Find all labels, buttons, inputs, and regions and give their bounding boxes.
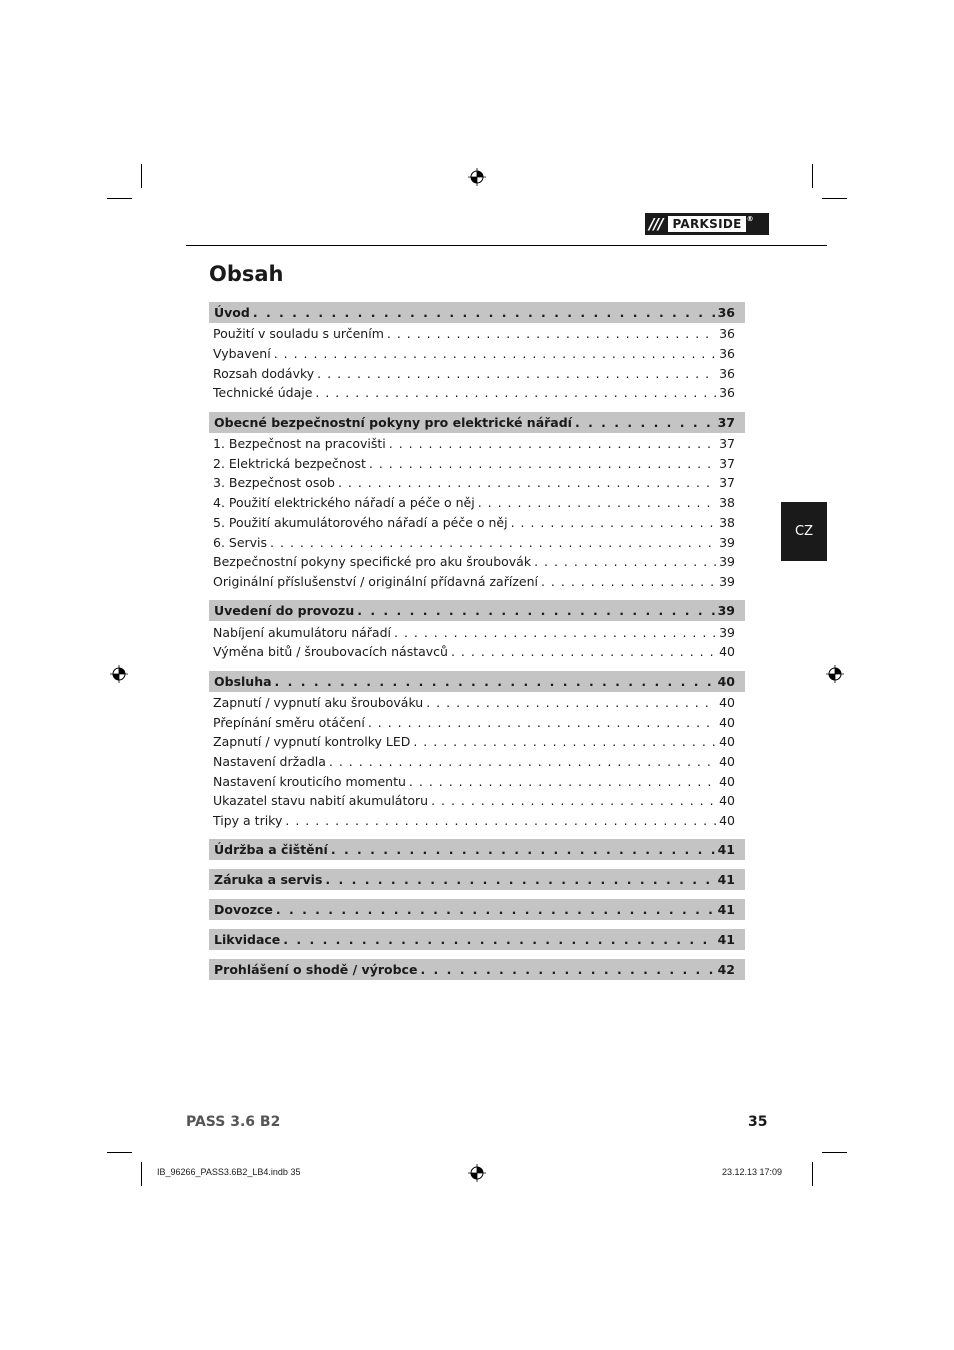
- toc-item-label: 2. Elektrická bezpečnost: [213, 455, 366, 471]
- toc-section-page: 40: [717, 673, 735, 689]
- toc-section-title: Dovozce: [214, 902, 273, 918]
- toc-section-page: 36: [717, 305, 735, 320]
- toc-section-title: Likvidace: [214, 932, 281, 948]
- toc-section-page: 39: [717, 603, 735, 619]
- toc-item[interactable]: [209, 712, 745, 732]
- toc-item-page: 39: [719, 573, 735, 589]
- toc-section-page: 42: [717, 962, 735, 978]
- toc-leader-dots: [283, 932, 714, 947]
- toc-leader-dots: [431, 793, 716, 808]
- toc-leader-dots: [575, 415, 715, 430]
- toc-item[interactable]: [209, 493, 745, 513]
- logo-registered: ®: [746, 215, 754, 223]
- toc-leader-dots: [357, 603, 714, 618]
- toc-item[interactable]: [209, 532, 745, 552]
- crop-mark: [141, 1162, 142, 1186]
- toc-section-title: Uvedení do provozu: [214, 603, 355, 619]
- toc-item[interactable]: [209, 344, 745, 364]
- toc-section-heading[interactable]: [209, 869, 745, 890]
- toc-item-label: Bezpečnostní pokyny specifické pro aku šroubovák: [213, 554, 532, 570]
- toc-leader-dots: [389, 436, 716, 451]
- slug-date: 23.12.13 17:09: [722, 1167, 783, 1177]
- toc-section-page: 41: [717, 872, 735, 888]
- crop-mark: [812, 1162, 813, 1186]
- toc-item-label: Rozsah dodávky: [213, 365, 315, 381]
- toc-item-label: Nabíjení akumulátoru nářadí: [213, 624, 391, 640]
- toc-leader-dots: [451, 644, 716, 659]
- toc-section-heading[interactable]: [209, 899, 745, 920]
- toc-item-page: 39: [719, 624, 735, 640]
- toc-item[interactable]: [209, 383, 745, 403]
- crop-mark: [812, 164, 813, 188]
- toc-item[interactable]: [209, 324, 745, 344]
- toc-section-title: Údržba a čištění: [214, 842, 328, 858]
- logo-name: PARKSIDE: [672, 217, 742, 231]
- toc-leader-dots: [413, 734, 716, 749]
- toc-item[interactable]: [209, 453, 745, 473]
- registration-mark-icon: [468, 1164, 486, 1182]
- toc-section: [209, 839, 745, 860]
- toc-section: [209, 412, 745, 592]
- toc-leader-dots: [387, 326, 716, 341]
- toc-item[interactable]: [209, 622, 745, 642]
- toc-item-page: 40: [719, 694, 735, 710]
- toc-item-page: 39: [719, 554, 735, 570]
- toc-leader-dots: [276, 902, 715, 917]
- toc-leader-dots: [253, 305, 715, 320]
- toc-section-title: Úvod: [214, 305, 250, 320]
- crop-mark: [822, 1152, 847, 1153]
- toc-item-label: Vybavení: [213, 346, 271, 362]
- toc-item-page: 38: [719, 495, 735, 511]
- toc-section-title: Prohlášení o shodě / výrobce: [214, 962, 418, 978]
- toc-section: [209, 671, 745, 831]
- toc-leader-dots: [368, 715, 716, 730]
- toc-leader-dots: [275, 674, 715, 689]
- toc-item-page: 37: [719, 455, 735, 471]
- toc-item-page: 38: [719, 514, 735, 530]
- toc-item-label: 3. Bezpečnost osob: [213, 475, 335, 491]
- toc-item-page: 40: [719, 734, 735, 750]
- crop-mark: [141, 164, 142, 188]
- toc-leader-dots: [317, 366, 716, 381]
- toc-leader-dots: [331, 842, 715, 857]
- toc-item-label: Ukazatel stavu nabití akumulátoru: [213, 793, 429, 809]
- toc-item-page: 39: [719, 534, 735, 550]
- toc-section-title: Záruka a servis: [214, 872, 323, 888]
- toc-item-label: 6. Servis: [213, 534, 268, 550]
- toc-item-list: [209, 323, 745, 403]
- toc-section: [209, 929, 745, 950]
- toc-section: [209, 959, 745, 980]
- toc-item-label: Nastavení držadla: [213, 754, 326, 770]
- toc-item-label: Tipy a triky: [213, 813, 283, 829]
- toc-section: [209, 600, 745, 661]
- toc-section-page: 41: [717, 932, 735, 948]
- toc-leader-dots: [338, 475, 716, 490]
- slug-file: IB_96266_PASS3.6B2_LB4.indb 35: [157, 1167, 301, 1177]
- toc-item[interactable]: [209, 693, 745, 713]
- logo-wordmark: [668, 216, 745, 232]
- toc-item-label: 4. Použití elektrického nářadí a péče o něj: [213, 495, 475, 511]
- toc-section: [209, 302, 745, 403]
- registration-mark-icon: [826, 665, 844, 683]
- toc-section-heading[interactable]: [209, 412, 745, 433]
- toc-item-page: 40: [719, 813, 735, 829]
- toc-leader-dots: [478, 495, 716, 510]
- toc-leader-dots: [270, 535, 716, 550]
- crop-mark: [107, 1152, 132, 1153]
- toc-item-label: Zapnutí / vypnutí aku šroubováku: [213, 694, 424, 710]
- toc-item-label: Zapnutí / vypnutí kontrolky LED: [213, 734, 411, 750]
- toc-leader-dots: [329, 754, 716, 769]
- toc-item-label: Výměna bitů / šroubovacích nástavců: [213, 644, 448, 660]
- toc-item-page: 36: [719, 346, 735, 362]
- toc-item[interactable]: [209, 642, 745, 662]
- toc-leader-dots: [285, 813, 716, 828]
- toc-item[interactable]: [209, 473, 745, 493]
- parkside-logo: [645, 213, 769, 235]
- page-number: 35: [748, 1114, 768, 1130]
- toc-item-list: [209, 692, 745, 831]
- toc-item-label: Nastavení krouticího momentu: [213, 773, 406, 789]
- toc-item-list: [209, 433, 745, 592]
- toc-item-page: 40: [719, 773, 735, 789]
- toc-item-list: [209, 621, 745, 661]
- crop-mark: [822, 198, 847, 199]
- toc-item[interactable]: [209, 771, 745, 791]
- toc-item-page: 37: [719, 475, 735, 491]
- toc-item-page: 37: [719, 436, 735, 452]
- toc-section-page: 41: [717, 842, 735, 858]
- table-of-contents: [209, 302, 745, 989]
- toc-item-page: 40: [719, 644, 735, 660]
- toc-leader-dots: [394, 625, 716, 640]
- toc-section: [209, 899, 745, 920]
- registration-mark-icon: [468, 168, 486, 186]
- toc-section-title: Obsluha: [214, 673, 272, 689]
- toc-item-page: 40: [719, 714, 735, 730]
- toc-leader-dots: [325, 872, 714, 887]
- toc-leader-dots: [409, 774, 716, 789]
- crop-mark: [107, 198, 132, 199]
- toc-section-heading[interactable]: [209, 671, 745, 692]
- footer-model: PASS 3.6 B2: [186, 1114, 281, 1130]
- language-tab: CZ: [781, 502, 827, 561]
- toc-item-label: Technické údaje: [213, 385, 313, 401]
- toc-section-heading[interactable]: [209, 302, 745, 323]
- registration-mark-icon: [110, 665, 128, 683]
- toc-section-page: 41: [717, 902, 735, 918]
- toc-item-page: 40: [719, 754, 735, 770]
- toc-item[interactable]: [209, 363, 745, 383]
- toc-item-label: 1. Bezpečnost na pracovišti: [213, 436, 386, 452]
- toc-item-page: 36: [719, 365, 735, 381]
- toc-item[interactable]: [209, 752, 745, 772]
- toc-section: [209, 869, 745, 890]
- toc-item[interactable]: [209, 552, 745, 572]
- toc-item[interactable]: [209, 811, 745, 831]
- toc-item-label: Přepínání směru otáčení: [213, 714, 365, 730]
- toc-section-heading[interactable]: [209, 929, 745, 950]
- header-rule: [186, 245, 827, 246]
- toc-item-label: Použití v souladu s určením: [213, 326, 384, 342]
- toc-item[interactable]: [209, 434, 745, 454]
- toc-item[interactable]: [209, 732, 745, 752]
- toc-leader-dots: [274, 346, 716, 361]
- toc-leader-dots: [426, 695, 716, 710]
- toc-item[interactable]: [209, 513, 745, 533]
- page-title: Obsah: [209, 262, 284, 286]
- toc-item-label: 5. Použití akumulátorového nářadí a péče o něj: [213, 514, 508, 530]
- toc-leader-dots: [420, 962, 714, 977]
- toc-leader-dots: [541, 574, 716, 589]
- toc-section-heading[interactable]: [209, 600, 745, 621]
- toc-item-label: Originální příslušenství / originální přídavná zařízení: [213, 573, 538, 589]
- toc-leader-dots: [315, 385, 716, 400]
- toc-leader-dots: [511, 515, 717, 530]
- toc-leader-dots: [369, 456, 716, 471]
- toc-section-title: Obecné bezpečnostní pokyny pro elektrické nářadí: [214, 414, 572, 430]
- toc-item[interactable]: [209, 791, 745, 811]
- toc-item-page: 36: [719, 385, 735, 401]
- toc-section-heading[interactable]: [209, 839, 745, 860]
- logo-slashes: ///: [649, 215, 663, 233]
- toc-item-page: 40: [719, 793, 735, 809]
- toc-leader-dots: [534, 554, 716, 569]
- toc-section-page: 37: [717, 414, 735, 430]
- toc-item[interactable]: [209, 572, 745, 592]
- toc-section-heading[interactable]: [209, 959, 745, 980]
- toc-item-page: 36: [719, 326, 735, 342]
